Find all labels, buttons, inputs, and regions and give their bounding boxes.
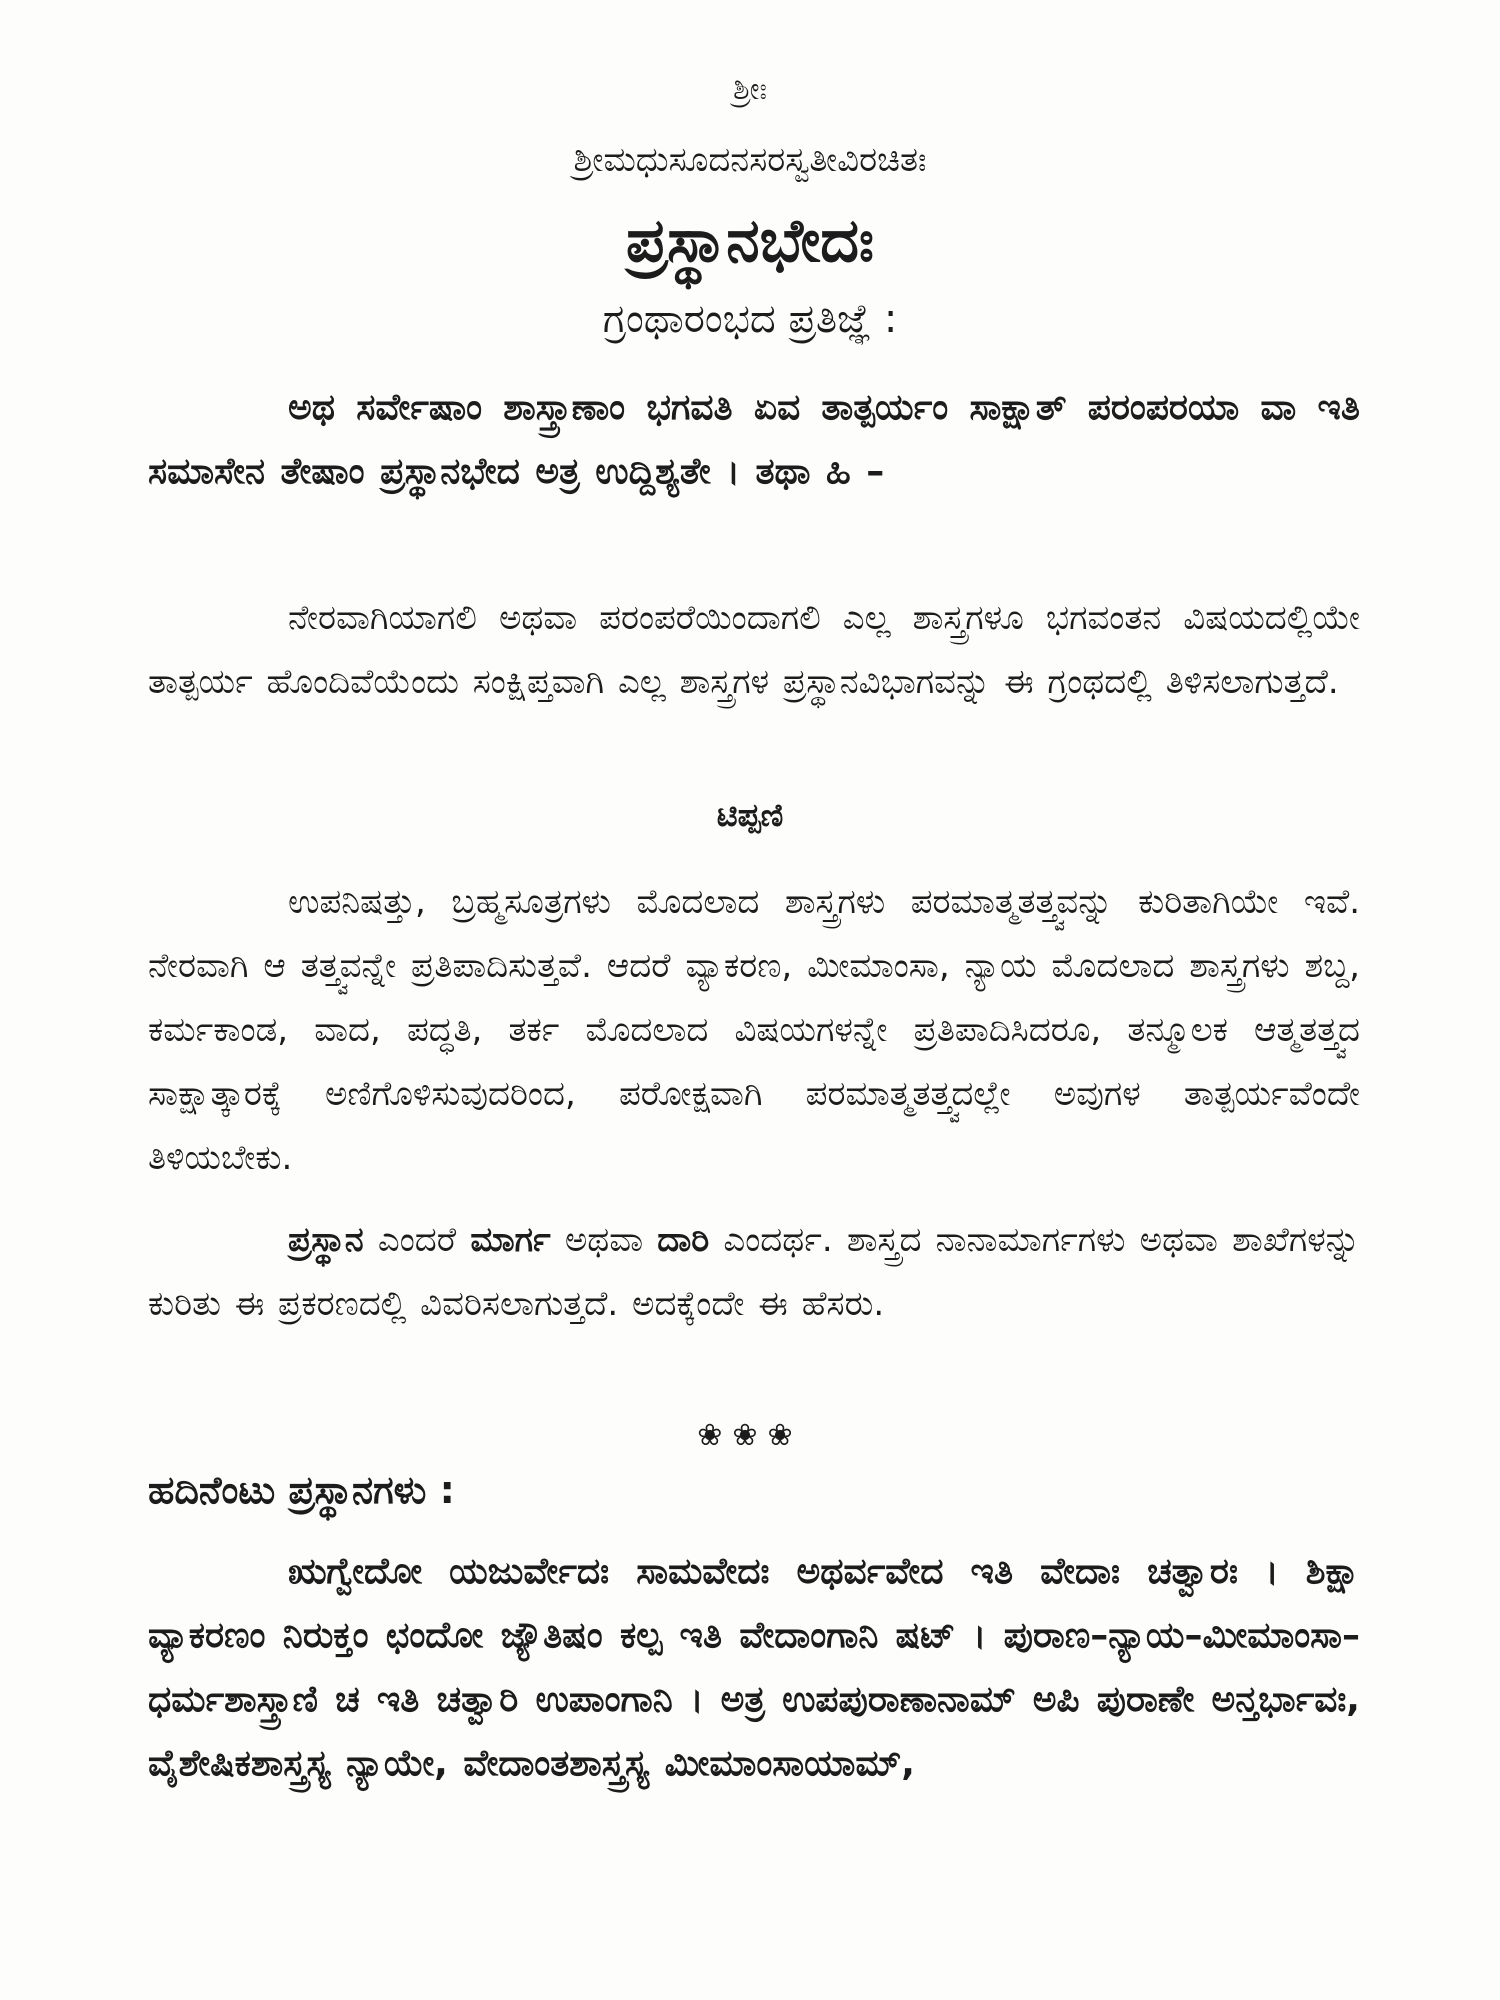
- sanskrit-intro-paragraph: ಅಥ ಸರ್ವೇಷಾಂ ಶಾಸ್ತ್ರಾಣಾಂ ಭಗವತಿ ಏವ ತಾತ್ಪರ್ಯಂ ಸಾಕ್ಷಾತ್ ಪರಂಪರಯಾ ವಾ ಇತಿ ಸಮಾಸೇನ ತೇಷಾಂ ಪ್ರಸ್ಥಾನಭೇದ ಅತ್ರ ಉದ್ದಿಶ್ಯತೇ । ತಥಾ ಹಿ –: [148, 387, 1360, 492]
- term-dari: ದಾರಿ: [657, 1220, 710, 1260]
- section-divider-ornament: ❀❀❀: [697, 1418, 803, 1453]
- author-line: ಶ್ರೀಮಧುಸೂದನಸರಸ್ವತೀವಿರಚಿತಃ: [573, 140, 927, 180]
- definition-text-1: ಎಂದರೆ: [363, 1220, 471, 1260]
- tippani-heading: ಟಿಪ್ಪಣಿ: [716, 796, 784, 834]
- kannada-translation-paragraph: ನೇರವಾಗಿಯಾಗಲಿ ಅಥವಾ ಪರಂಪರೆಯಿಂದಾಗಲಿ ಎಲ್ಲ ಶಾಸ್ತ್ರಗಳೂ ಭಗವಂತನ ವಿಷಯದಲ್ಲಿಯೇ ತಾತ್ಪರ್ಯ ಹೊಂದಿವೆಯೆಂದು ಸಂಕ್ಷಿಪ್ತವಾಗಿ ಎಲ್ಲ ಶಾಸ್ತ್ರಗಳ ಪ್ರಸ್ಥಾನವಿಭಾಗವನ್ನು ಈ ಗ್ರಂಥದಲ್ಲಿ ತಿಳಿಸಲಾಗುತ್ತದೆ.: [148, 598, 1360, 702]
- term-prasthana: ಪ್ರಸ್ಥಾನ: [288, 1220, 364, 1260]
- definition-text-3: ಎಂದರ್ಥ. ಶಾಸ್ತ್ರದ ನಾನಾಮಾರ್ಗಗಳು ಅಥವಾ ಶಾಖೆಗಳನ್ನು ಕುರಿತು ಈ ಪ್ರಕರಣದಲ್ಲಿ ವಿವರಿಸಲಾಗುತ್ತದೆ. ಅದಕ್ಕೆಂದೇ ಈ ಹೆಸರು.: [148, 1220, 1360, 1324]
- page-title: ಪ್ರಸ್ಥಾನಭೇದಃ: [626, 206, 874, 276]
- invocation: ಶ್ರೀಃ: [733, 72, 767, 107]
- term-marga: ಮಾರ್ಗ: [470, 1220, 551, 1260]
- definition-text-2: ಅಥವಾ: [550, 1220, 658, 1260]
- section-heading: ಹದಿನೆಂಟು ಪ್ರಸ್ಥಾನಗಳು :: [148, 1468, 455, 1512]
- page-subtitle: ಗ್ರಂಥಾರಂಭದ ಪ್ರತಿಜ್ಞೆ :: [602, 296, 898, 342]
- prasthana-definition-paragraph: [148, 1208, 1360, 1336]
- tippani-paragraph: ಉಪನಿಷತ್ತು, ಬ್ರಹ್ಮಸೂತ್ರಗಳು ಮೊದಲಾದ ಶಾಸ್ತ್ರಗಳು ಪರಮಾತ್ಮತತ್ತ್ವವನ್ನು ಕುರಿತಾಗಿಯೇ ಇವೆ. ನೇರವಾಗಿ ಆ ತತ್ತ್ವವನ್ನೇ ಪ್ರತಿಪಾದಿಸುತ್ತವೆ. ಆದರೆ ವ್ಯಾಕರಣ, ಮೀಮಾಂಸಾ, ನ್ಯಾಯ ಮೊದಲಾದ ಶಾಸ್ತ್ರಗಳು ಶಬ್ದ, ಕರ್ಮಕಾಂಡ, ವಾದ, ಪದ್ಧತಿ, ತರ್ಕ ಮೊದಲಾದ ವಿಷಯಗಳನ್ನೇ ಪ್ರತಿಪಾದಿಸಿದರೂ, ತನ್ಮೂಲಕ ಆತ್ಮತತ್ತ್ವದ ಸಾಕ್ಷಾತ್ಕಾರಕ್ಕೆ ಅಣಿಗೊಳಿಸುವುದರಿಂದ, ಪರೋಕ್ಷವಾಗಿ ಪರಮಾತ್ಮತತ್ತ್ವದಲ್ಲೇ ಅವುಗಳ ತಾತ್ಪರ್ಯವೆಂದೇ ತಿಳಿಯಬೇಕು.: [148, 882, 1360, 1178]
- sanskrit-list-paragraph: ಋಗ್ವೇದೋ ಯಜುರ್ವೇದಃ ಸಾಮವೇದಃ ಅಥರ್ವವೇದ ಇತಿ ವೇದಾಃ ಚತ್ವಾರಃ । ಶಿಕ್ಷಾ ವ್ಯಾಕರಣಂ ನಿರುಕ್ತಂ ಛಂದೋ ಜ್ಯೌತಿಷಂ ಕಲ್ಪ ಇತಿ ವೇದಾಂಗಾನಿ ಷಟ್ । ಪುರಾಣ–ನ್ಯಾಯ–ಮೀಮಾಂಸಾ–ಧರ್ಮಶಾಸ್ತ್ರಾಣಿ ಚ ಇತಿ ಚತ್ವಾರಿ ಉಪಾಂಗಾನಿ । ಅತ್ರ ಉಪಪುರಾಣಾನಾಮ್ ಅಪಿ ಪುರಾಣೇ ಅನ್ತರ್ಭಾವಃ, ವೈಶೇಷಿಕಶಾಸ್ತ್ರಸ್ಯ ನ್ಯಾಯೇ, ವೇದಾಂತಶಾಸ್ತ್ರಸ್ಯ ಮೀಮಾಂಸಾಯಾಮ್,: [148, 1551, 1360, 1784]
